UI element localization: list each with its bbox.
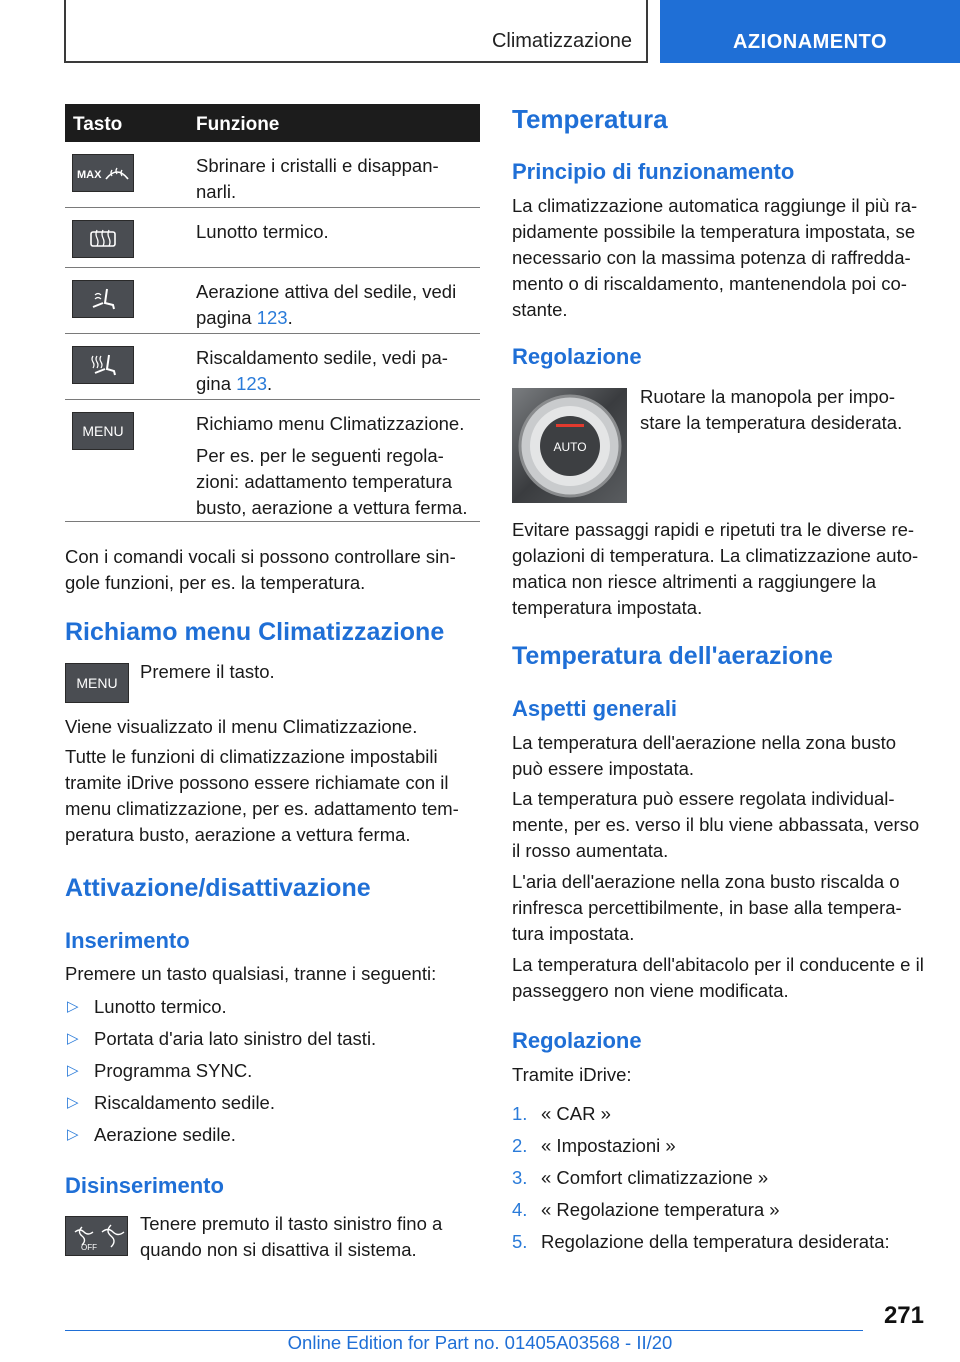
page-reference-link[interactable]: 123 — [236, 373, 267, 394]
general-paragraph-1: La temperatura dell'aerazione nella zona busto può essere impostata. — [512, 732, 897, 779]
table-header-key: Tasto — [73, 114, 123, 135]
menu-paragraph-1: Viene visualizzato il menu Climatizzazione. — [65, 716, 418, 737]
list-item: ▷ Lunotto termico. — [65, 994, 480, 1026]
svg-text:AUTO: AUTO — [553, 440, 587, 454]
temperature-knob-image — [512, 388, 627, 503]
regulation-idrive-heading: Regolazione — [512, 1028, 642, 1053]
regulation-text: Ruotare la manopola per impo-stare la temperatura desiderata. — [640, 386, 903, 433]
general-paragraph-4: La temperatura dell'abitacolo per il conducente e il passeggero non viene modificata. — [512, 954, 924, 1001]
switch-on-heading: Inserimento — [65, 928, 190, 953]
triangle-bullet-icon: ▷ — [67, 1062, 79, 1079]
voice-command-text: Con i comandi vocali si possono controllare sin-gole funzioni, per es. la temperatura. — [65, 546, 456, 593]
list-item: 3. « Comfort climatizzazione » — [512, 1167, 769, 1188]
fan-off-button-icon — [65, 1216, 128, 1256]
activation-heading: Attivazione/disattivazione — [65, 874, 371, 902]
menu-paragraph-2: Tutte le funzioni di climatizzazione impostabili tramite iDrive possono essere richiamate con il menu climatizzazione, per es. adattamento tem-peratura busto, aerazione a vettura ferma. — [65, 746, 459, 845]
list-item: 1. « CAR » — [512, 1103, 611, 1124]
switch-on-text: Premere un tasto qualsiasi, tranne i seguenti: — [65, 963, 437, 984]
footer-edition-text: Online Edition for Part no. 01405A03568 - II/20 — [287, 1332, 673, 1353]
list-item: ▷ Portata d'aria lato sinistro del tasti. — [65, 1026, 480, 1058]
menu-heading: Richiamo menu Climatizzazione — [65, 618, 445, 646]
table-row — [65, 142, 480, 208]
button-function-table — [65, 104, 480, 522]
triangle-bullet-icon: ▷ — [67, 998, 79, 1015]
triangle-bullet-icon: ▷ — [67, 1030, 79, 1047]
seat-ventilation-icon — [72, 280, 134, 318]
header-section-title: Climatizzazione — [491, 30, 632, 52]
triangle-bullet-icon: ▷ — [67, 1126, 79, 1143]
triangle-bullet-icon: ▷ — [67, 1094, 79, 1111]
page-number: 271 — [883, 1302, 924, 1329]
list-item: 5. Regolazione della temperatura desiderata: — [512, 1231, 890, 1252]
idrive-text: Tramite iDrive: — [512, 1064, 632, 1085]
page-reference-link[interactable]: 123 — [256, 307, 288, 328]
list-item: ▷ Aerazione sedile. — [65, 1122, 480, 1154]
menu-button-icon: MENU — [72, 412, 134, 450]
table-row — [65, 268, 480, 334]
list-item: ▷ Programma SYNC. — [65, 1058, 480, 1090]
table-header — [65, 104, 480, 142]
table-function-text: Aerazione attiva del sedile, vedi pagina 123. — [196, 281, 457, 328]
general-paragraph-2: La temperatura può essere regolata individual-mente, per es. verso il blu viene abbassata, verso il rosso aumentata. — [512, 788, 920, 861]
switch-off-heading: Disinserimento — [65, 1173, 224, 1198]
defrost-windshield-icon — [72, 154, 134, 192]
seat-heating-icon — [72, 346, 134, 384]
exception-list — [65, 994, 480, 1154]
footer-divider — [65, 1330, 863, 1331]
menu-button-icon: MENU — [65, 663, 129, 703]
table-function-text: Sbrinare i cristalli e disappan-narli. — [196, 155, 439, 202]
header-chapter-tab — [660, 0, 960, 63]
header-chapter-title: AZIONAMENTO — [732, 31, 887, 53]
table-row — [65, 208, 480, 268]
switch-off-text: Tenere premuto il tasto sinistro fino a quando non si disattiva il sistema. — [140, 1213, 443, 1260]
idrive-steps-list — [512, 1101, 927, 1261]
table-row — [65, 400, 480, 522]
table-row — [65, 334, 480, 400]
table-function-text: Lunotto termico. — [196, 221, 329, 242]
list-item: ▷ Riscaldamento sedile. — [65, 1090, 480, 1122]
rear-window-heating-icon — [72, 220, 134, 258]
list-item: 2. « Impostazioni » — [512, 1135, 676, 1156]
svg-text:MAX: MAX — [77, 169, 102, 181]
svg-text:OFF: OFF — [80, 1243, 97, 1252]
table-header-function: Funzione — [196, 114, 280, 135]
table-function-text: Richiamo menu Climatizzazione. Per es. per le seguenti regola-zioni: adattamento temperatura busto, aerazione a vettura ferma. — [196, 413, 468, 518]
general-paragraph-3: L'aria dell'aerazione nella zona busto riscalda o rinfresca percettibilmente, in base alla tempera-tura impostata. — [512, 871, 902, 944]
table-function-text: Riscaldamento sedile, vedi pa-gina 123. — [196, 347, 448, 394]
menu-press-text: Premere il tasto. — [140, 661, 275, 682]
principle-heading: Principio di funzionamento — [512, 159, 795, 184]
general-heading: Aspetti generali — [512, 696, 678, 721]
principle-text: La climatizzazione automatica raggiunge il più ra-pidamente possibile la temperatura impostata, se necessario con la massima potenza di raffredda-mento o di riscaldamento, mantenendola poi co-stante. — [512, 195, 918, 320]
list-item: 4. « Regolazione temperatura » — [512, 1199, 780, 1220]
regulation-note: Evitare passaggi rapidi e ripetuti tra le diverse re-golazioni di temperatura. La climatizzazione auto-matica non riesce altrimenti a raggiungere la temperatura impostata. — [512, 519, 919, 618]
vent-temperature-heading: Temperatura dell'aerazione — [512, 642, 833, 670]
header-section-box — [64, 0, 648, 63]
temperature-heading: Temperatura — [512, 104, 668, 134]
regulation-heading: Regolazione — [512, 344, 642, 369]
